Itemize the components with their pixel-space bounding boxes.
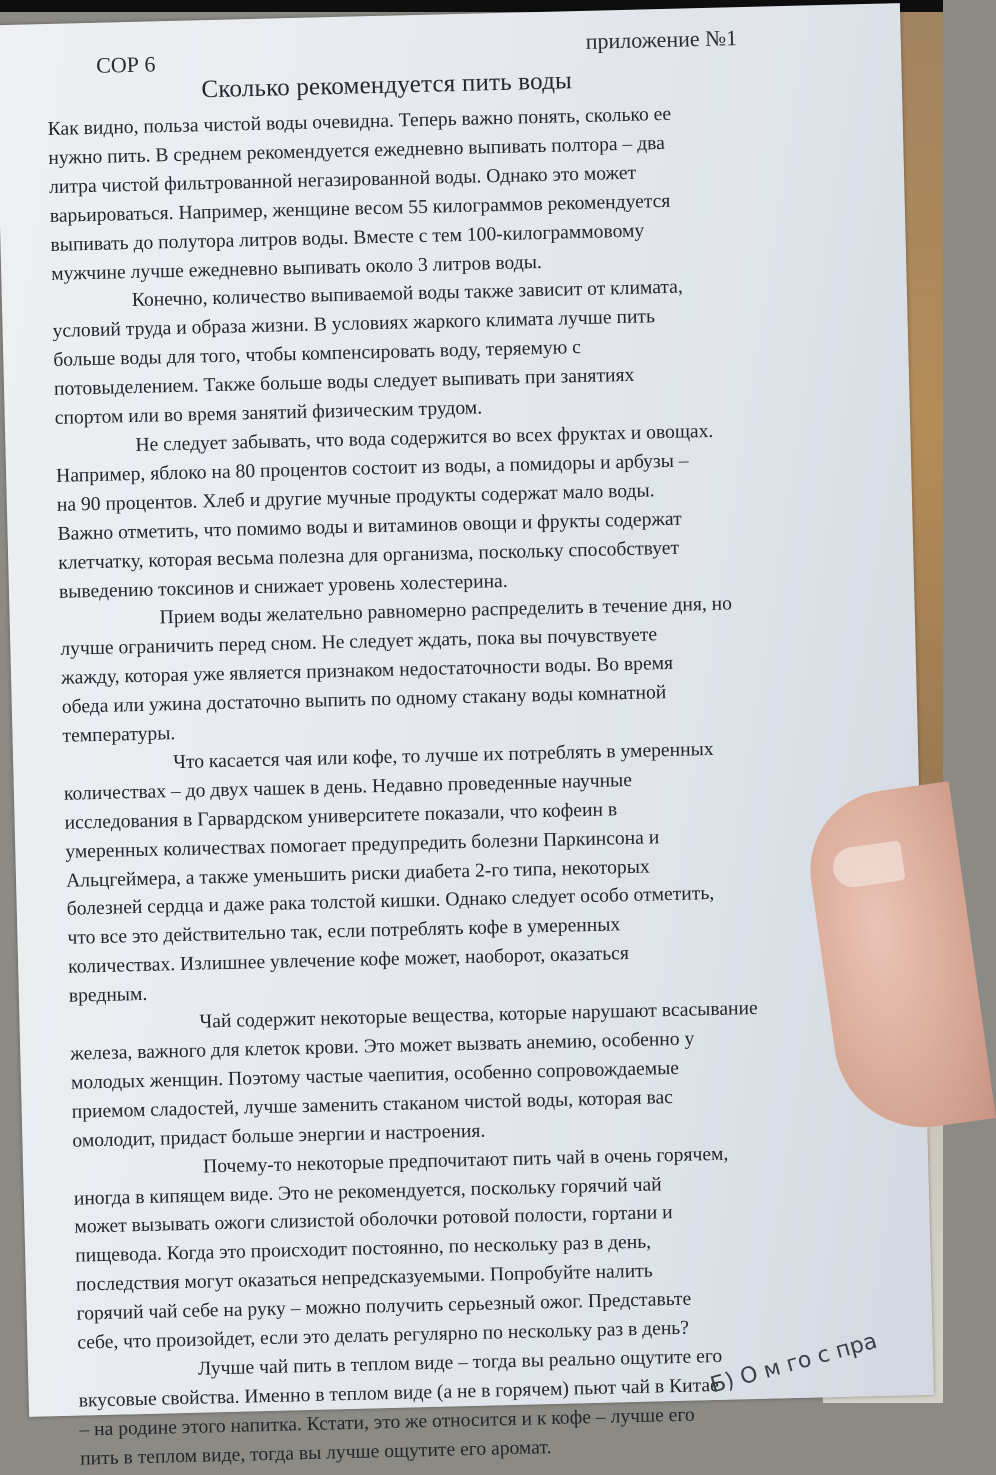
handwritten-note: Б) О м го с пра (707, 1328, 880, 1399)
text-line: Как видно, польза чистой воды очевидна. Теперь важно понять, сколько ее (47, 103, 672, 141)
text-line: Важно отметить, что помимо воды и витаминов овощи и фрукты содержат (57, 508, 682, 545)
text-line: Прием воды желательно равномерно распределить в течение дня, но (159, 593, 733, 629)
text-line: вредным. (68, 984, 148, 1007)
text-line: выпивать до полутора литров воды. Вместе с тем 100-килограммовому (50, 220, 645, 256)
text-line: Не следует забывать, что вода содержится во всех фруктах и овощах. (135, 420, 714, 456)
text-line: Чай содержит некоторые вещества, которые нарушают всасывание (199, 998, 758, 1033)
text-line: последствия могут оказаться непредсказуемыми. Попробуйте налить (75, 1260, 653, 1296)
text-line: Что касается чая или кофе, то лучше их потреблять в умеренных (172, 738, 714, 774)
text-line: себе, что произойдет, если это делать регулярно по нескольку раз в день? (77, 1317, 690, 1354)
text-line: пищевода. Когда это происходит постоянно, по нескольку раз в день, (74, 1231, 652, 1268)
text-line: температуры. (62, 723, 176, 747)
text-line: больше воды для того, чтобы компенсировать воду, теряемую с (53, 337, 582, 372)
paragraph (63, 733, 839, 1012)
text-line: обеда или ужина достаточно выпить по одному стакану воды комнатной (61, 682, 667, 718)
text-line: умеренных количествах помогает предупредить болезни Паркинсона и (65, 826, 660, 863)
text-line: на 90 процентов. Хлеб и другие мучные продукты содержат мало воды. (56, 480, 655, 516)
text-line: Альцгеймера, а также уменьшить риски диабета 2-го типа, некоторых (65, 856, 650, 892)
text-line: Лучше чай пить в теплом виде – тогда вы реально ощутите его (197, 1345, 723, 1380)
text-line: пить в теплом виде, тогда вы лучше ощутите его аромат. (79, 1436, 552, 1470)
text-line: нужно пить. В среднем рекомендуется ежедневно выпивать полтора – два (48, 132, 666, 169)
text-line: исследования в Гарвардском университете показали, что кофеин в (64, 799, 618, 834)
document-body (47, 97, 850, 1474)
text-line: болезней сердца и даже рака толстой кишки. Однако следует особо отметить, (66, 883, 715, 921)
text-line: количествах. Излишнее увлечение кофе может, наоборот, оказаться (67, 943, 630, 979)
text-line: выведению токсинов и снижает уровень холестерина. (58, 570, 508, 603)
text-line: может вызывать ожоги слизистой оболочки ротовой полости, гортани и (74, 1202, 673, 1239)
paragraph (59, 588, 832, 751)
text-line: Например, яблоко на 80 процентов состоит из воды, а помидоры и арбузы – (55, 450, 689, 487)
text-line: мужчине лучше ежедневно выпивать около 3 литров воды. (50, 251, 543, 285)
paragraph (78, 1340, 851, 1474)
text-line: жажду, которая уже является признаком недостаточности воды. Во время (60, 653, 674, 690)
text-line: приемом сладостей, лучше заменить стаканом чистой воды, которая вас (71, 1086, 674, 1123)
text-line: иногда в кипящем виде. Это не рекомендуется, поскольку горячий чай (73, 1173, 662, 1210)
header-right-label: приложение №1 (585, 25, 738, 54)
paragraph (55, 415, 829, 607)
text-line: вкусовые свойства. Именно в теплом виде (а не в горячем) пьют чай в Китае (78, 1374, 720, 1412)
document-page (0, 3, 934, 1470)
paragraph (73, 1138, 848, 1359)
paragraph (69, 993, 842, 1156)
paragraph (52, 271, 825, 434)
text-line: Конечно, количество выпиваемой воды также зависит от климата, (131, 276, 684, 312)
text-line: варьироваться. Например, женщине весом 55 килограммов рекомендуется (49, 190, 671, 227)
text-line: железа, важного для клеток крови. Это может вызвать анемию, особенно у (70, 1028, 695, 1065)
text-line: лучше ограничить перед сном. Не следует ждать, пока вы почувствуете (60, 624, 658, 661)
text-line: спортом или во время занятий физическим трудом. (54, 397, 483, 429)
text-line: омолодит, придаст больше энергии и настроения. (72, 1120, 486, 1152)
text-line: условий труда и образа жизни. В условиях жаркого климата лучше пить (52, 306, 656, 343)
text-line: количествах – до двух чашек в день. Недавно проведенные научные (63, 769, 633, 805)
document-title: Сколько рекомендуется пить воды (201, 67, 573, 104)
paragraph (47, 97, 821, 289)
text-line: горячий чай себе на руку – можно получить серьезный ожог. Представьте (76, 1288, 692, 1325)
text-line: что все это действительно так, если потреблять кофе в умеренных (67, 914, 621, 950)
text-line: молодых женщин. Поэтому частые чаепития, особенно сопровождаемые (70, 1057, 680, 1094)
text-line: литра чистой фильтрованной негазированной воды. Однако это может (48, 162, 637, 198)
text-line: Почему-то некоторые предпочитают пить чай в очень горячем, (202, 1143, 729, 1178)
text-line: – на родине этого напитка. Кстати, это же относится и к кофе – лучше его (79, 1404, 695, 1441)
header-left-label: СОР 6 (95, 51, 156, 78)
text-line: потовыделением. Также больше воды следует выпивать при занятиях (53, 364, 635, 401)
text-line: клетчатку, которая весьма полезна для организма, поскольку способствует (58, 537, 680, 574)
